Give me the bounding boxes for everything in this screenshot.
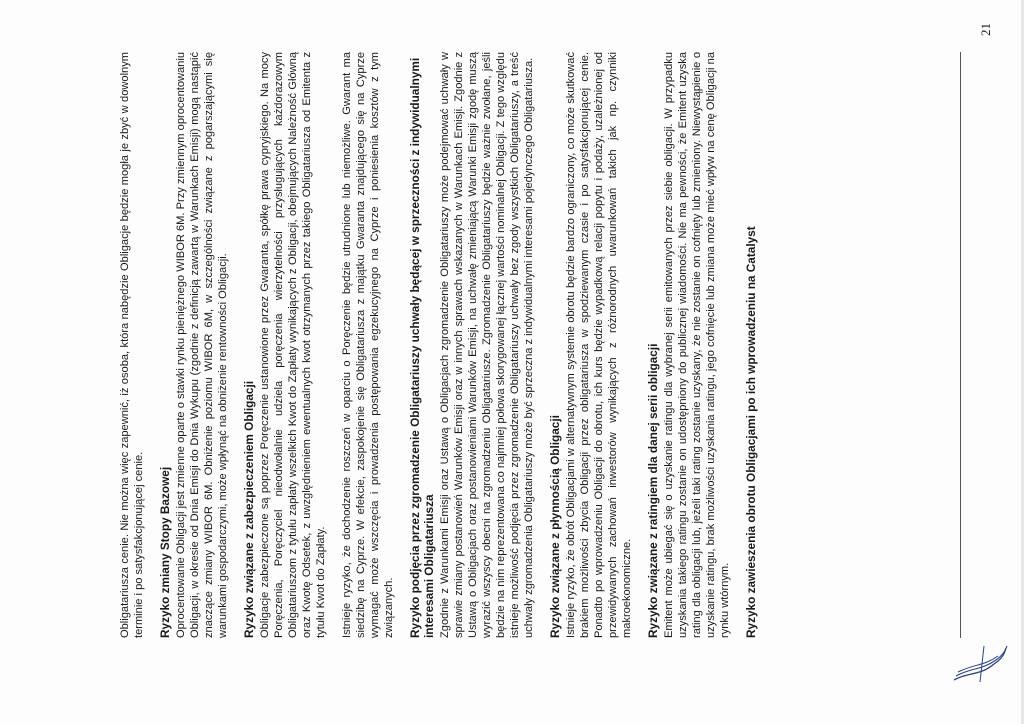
heading-collateral-risk: Ryzyko związane z zabezpieczeniem Obligacji	[242, 381, 256, 638]
paragraph-liquidity-continuation: Obligatariusza cenie. Nie można więc zapewnić, iż osoba, która nabędzie Obligacje będzie mogła je zbyć w dowolnym terminie i po satysfakcjonującej cenie.	[119, 52, 145, 638]
paragraph-rating: Emitent może ubiegać się o uzyskanie ratingu dla wybranej serii emitowanych przez siebie obligacji. W przypadku uzyskania takiego ratingu zostanie on udostępniony do publicznej wiadomości. Nie ma pewności, że Emitent uzyska rating dla obligacji lub, jeżeli taki rating zostanie uzyskany, że nie zostanie on cofnięty lub zmieniony. Niewystąpienie o uzyskanie ratingu, brak możliwości uzyskania ratingu, jego cofnięcie lub zmiana może mieć wpływ na cenę Obligacji na rynku wtórnym.	[663, 52, 731, 638]
footer-divider	[960, 52, 961, 638]
paragraph-base-rate: Oprocentowanie Obligacji jest zmienne oparte o stawki rynku pieniężnego WIBOR 6M. Przy zmiennym oprocentowaniu Obligacji, w okresie od Dnia Emisji do Dnia Wykupu (zgodnie z definicją zawartą w Warunkach Emisji) mogą nastąpić znaczące zmiany WIBOR 6M. Obniżenie poziomu WIBOR 6M, w szczególności związane z pogarszającymi się warunkami gospodarczymi, może wpłynąć na obniżenie rentowności Obligacji.	[175, 52, 229, 638]
paragraph-collateral-enforcement: Istnieje ryzyko, że dochodzenie roszczeń w oparciu o Poręczenie będzie utrudnione lub niemożliwe. Gwarant ma siedzibę na Cyprze. W efekcie, zaspokojenie się Obligatariusza z majątku Gwaranta znajdującego się na Cyprze wymagać może wszczęcia i prowadzenia postępowania egzekucyjnego na Cyprze i poniesienia kosztów z tym związanych.	[341, 52, 395, 638]
paragraph-collateral: Obligacje zabezpieczone są poprzez Poręczenie ustanowione przez Gwaranta, spółkę prawa cypryjskiego. Na mocy Poręczenia, Poręczyciel nieodwołalnie udziela poręczenia wierzytelności przysługujących każdorazowym Obligatariuszom z tytułu zapłaty wszelkich Kwot do Zapłaty wynikających z Obligacji, obejmujących Należność Główną oraz Kwotę Odsetek, z uwzględnieniem ewentualnych kwot otrzymanych przez takiego Obligatariusza od Emitenta z tytułu Kwot do Zapłaty.	[259, 52, 327, 638]
handwritten-initials-signature	[950, 642, 1010, 686]
heading-rating-risk: Ryzyko związane z ratingiem dla danej serii obligacji	[646, 343, 660, 638]
document-body	[118, 52, 760, 638]
heading-trading-suspension-risk: Ryzyko zawieszenia obrotu Obligacjami po ich wprowadzeniu na Catalyst	[744, 226, 758, 638]
paragraph-bondholder-meeting: Zgodnie z Warunkami Emisji oraz Ustawą o Obligacjach zgromadzenie Obligatariuszy może podejmować uchwały w sprawie zmiany postanowień Warunków Emisji oraz w innych sprawach wskazanych w Warunkach Emisji. Zgodnie z Ustawą o Obligacjach oraz postanowieniami Warunków Emisji, na uchwałę zmieniającą Warunki Emisji zgodę muszą wyrazić wszyscy obecni na zgromadzeniu Obligatariusze. Zgromadzenie Obligatariuszy będzie ważnie zwołane, jeśli będzie na nim reprezentowana co najmniej połowa skorygowanej łącznej wartości nominalnej Obligacji. Z tego względu istnieje możliwość podjęcia przez zgromadzenie Obligatariuszy uchwały bez zgody wszystkich Obligatariuszy, a treść uchwały zgromadzenia Obligatariuszy może być sprzeczna z indywidualnymi interesami pojedynczego Obligatariusza.	[439, 52, 535, 638]
heading-base-rate-risk: Ryzyko zmiany Stopy Bazowej	[158, 466, 172, 638]
paragraph-liquidity: Istnieje ryzyko, że obrót Obligacjami w alternatywnym systemie obrotu będzie bardzo ograniczony, co może skutkować brakiem możliwości zbycia Obligacji przez obligatariusza w spodziewanym czasie i po satysfakcjonującej cenie. Ponadto po wprowadzeniu Obligacji do obrotu, ich kurs będzie wypadkową relacji popytu i podaży, uzależnionej od przewidywanych zachowań inwestorów wynikających z różnorodnych uwarunkowań takich jak np. czynniki makroekonomiczne.	[565, 52, 633, 638]
heading-bondholder-meeting-risk: Ryzyko podjęcia przez zgromadzenie Obligatariuszy uchwały będącej w sprzeczności z indywidualnymi interesami Obligatariusza	[408, 57, 436, 638]
page-number: 21	[978, 23, 993, 36]
heading-liquidity-risk: Ryzyko związane z płynnością Obligacji	[548, 415, 562, 638]
